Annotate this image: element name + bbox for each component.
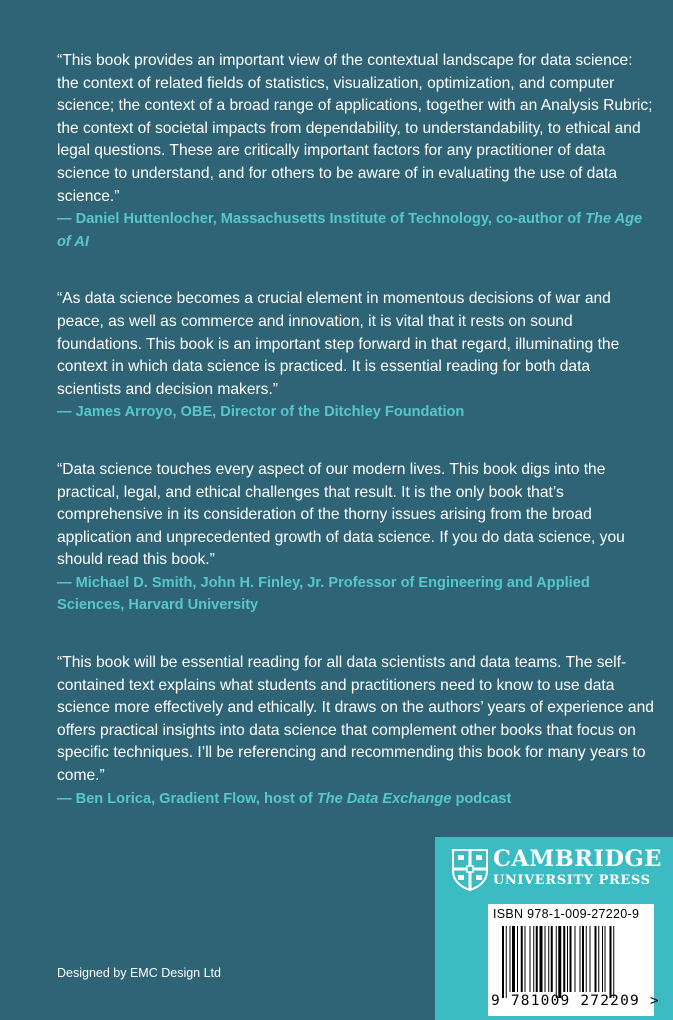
publisher-press: UNIVERSITY PRESS bbox=[493, 873, 651, 888]
barcode-bar bbox=[502, 926, 504, 998]
quote-attribution bbox=[57, 788, 655, 811]
quote-attribution bbox=[57, 208, 655, 253]
quote-text: “As data science becomes a crucial element in momentous decisions of war and peace, as well as commerce and innovation, it is vital that it rests on sound foundations. This book is an important step forward in that regard, illuminating the context in which data science is practiced. It is essential reading for both data scientists and decision makers.” bbox=[57, 290, 620, 398]
quote-attribution: — Michael D. Smith, John H. Finley, Jr. Professor of Engineering and Applied Sciences, Harvard University bbox=[57, 574, 590, 614]
barcode bbox=[488, 904, 660, 1016]
barcode-bar bbox=[563, 926, 565, 992]
barcode-bar bbox=[548, 926, 549, 992]
barcode-bar bbox=[567, 926, 568, 992]
barcode-bar bbox=[517, 926, 518, 992]
barcode-bar bbox=[598, 926, 599, 992]
barcode-bar bbox=[610, 926, 612, 998]
barcode-digits: 9 781009 272209 > bbox=[491, 993, 660, 1009]
barcode-bar bbox=[558, 926, 561, 998]
barcode-bar bbox=[506, 926, 507, 998]
isbn-label: ISBN 978-1-009-27220-9 bbox=[493, 907, 640, 921]
endorsement-smith bbox=[57, 459, 655, 617]
barcode-bar bbox=[602, 926, 603, 992]
barcode-bar bbox=[556, 926, 557, 998]
endorsement-lorica bbox=[57, 652, 655, 810]
attribution-name: — Daniel Huttenlocher, Massachusetts Institute of Technology, co-author of bbox=[57, 211, 582, 228]
endorsement-huttenlocher bbox=[57, 50, 655, 253]
barcode-bar bbox=[575, 926, 576, 992]
barcode-bar bbox=[512, 926, 515, 992]
attribution-podcast-title: The Data Exchange bbox=[316, 790, 452, 807]
barcode-bar bbox=[586, 926, 587, 992]
barcode-bar bbox=[540, 926, 543, 992]
barcode-bar bbox=[525, 926, 526, 992]
quote-text: “This book provides an important view of the contextual landscape for data science: the context of related fields of statistics, visualization, optimization, and computer science; the context of a broad range of applications, together with an Analysis Rubric; the context of societal impacts from dependability, to understandability, to ethical and legal questions. These are critically important factors for any practitioner of data science to understand, and for others to be aware of in evaluating the use of data science.” bbox=[57, 52, 653, 205]
publisher-name: CAMBRIDGE bbox=[493, 846, 662, 872]
quote-attribution: — James Arroyo, OBE, Director of the Ditchley Foundation bbox=[57, 404, 465, 421]
barcode-bar bbox=[595, 926, 597, 992]
quote-text: “Data science touches every aspect of our modern lives. This book digs into the practical, legal, and ethical challenges that result. It is the only book that’s comprehensive in its consideration of the thorny issues arising from the broad application and unprecedented growth of data science. If you do data science, you should read this book.” bbox=[57, 460, 625, 569]
barcode-bar bbox=[605, 926, 606, 992]
barcode-bar bbox=[590, 926, 591, 992]
barcode-bar bbox=[545, 926, 546, 992]
barcode-bar bbox=[510, 926, 511, 992]
attribution-suffix: podcast bbox=[455, 790, 512, 807]
barcode-bar bbox=[613, 926, 614, 998]
attribution-name: — Ben Lorica, Gradient Flow, host of bbox=[57, 790, 313, 807]
endorsements bbox=[57, 50, 655, 845]
designer-credit: Designed by EMC Design Ltd bbox=[57, 966, 221, 980]
barcode-bar bbox=[530, 926, 531, 992]
barcode-bar bbox=[521, 926, 523, 992]
quote-text: “This book will be essential reading for all data scientists and data teams. The self-contained text explains what students and practitioners need to know to use data science more effectively and ethically. It draws on the authors’ years of experience and offers practical insights into data science that complement other books that focus on specific techniques. I’ll be referencing and recommending this book for many years to come.” bbox=[57, 654, 654, 785]
barcode-bar bbox=[580, 926, 581, 992]
barcode-bar bbox=[533, 926, 534, 992]
cambridge-shield-icon bbox=[452, 849, 488, 891]
attribution-book-title: The Age of AI bbox=[57, 211, 643, 250]
barcode-bar bbox=[582, 926, 584, 992]
barcode-bar bbox=[570, 926, 572, 992]
publisher-panel bbox=[435, 837, 673, 1020]
endorsement-arroyo bbox=[57, 288, 655, 424]
barcode-bar bbox=[536, 926, 538, 992]
barcode-bar bbox=[551, 926, 553, 992]
